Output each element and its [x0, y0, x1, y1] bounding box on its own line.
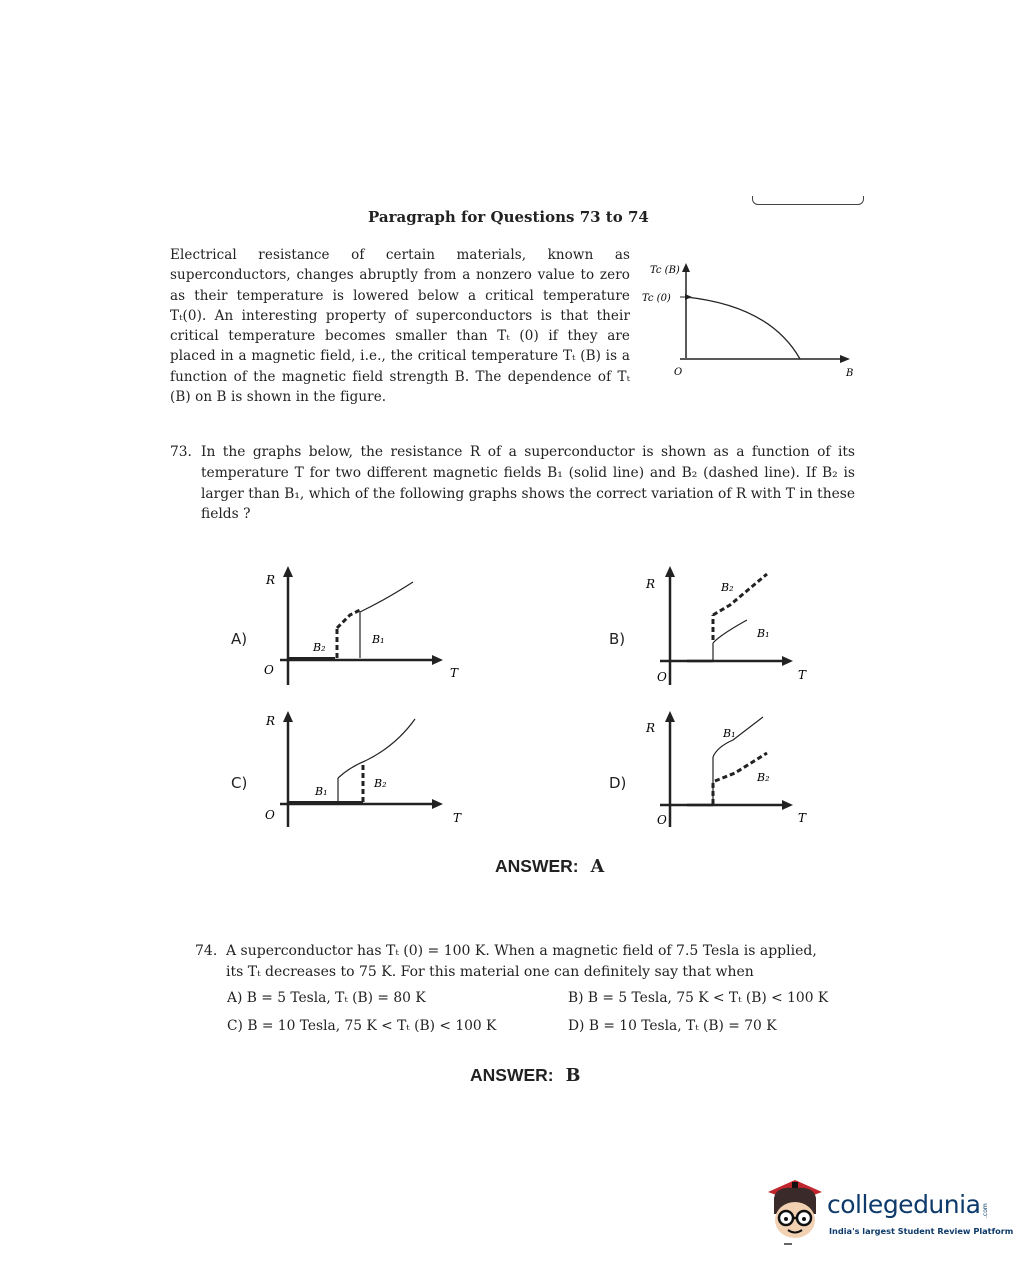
option-c: C) B = 10 Tesla, 75 K < Tₜ (B) < 100 K — [227, 1018, 497, 1034]
graph-c — [255, 705, 465, 835]
option-d: D) B = 10 Tesla, Tₜ (B) = 70 K — [568, 1018, 777, 1034]
question-74 — [195, 941, 875, 983]
graph-d-o: O — [657, 813, 667, 827]
graph-b-label: B) — [609, 630, 626, 648]
answer-value: A — [590, 857, 605, 877]
graph-b — [635, 560, 845, 690]
graph-b-b-top: B₂ — [721, 581, 734, 594]
graph-d-t: T — [798, 811, 807, 825]
graph-a-o: O — [264, 663, 274, 677]
tc-vs-b-figure — [640, 258, 865, 383]
graph-b-o: O — [657, 670, 667, 684]
graph-a-b-left: B₂ — [313, 641, 326, 654]
graph-a-t: T — [450, 666, 459, 680]
graph-a-r: R — [266, 573, 276, 587]
question-73 — [170, 442, 855, 525]
graph-d-b-bottom: B₂ — [757, 771, 770, 784]
graph-d — [635, 705, 845, 835]
fig-ylabel: Tc (B) — [650, 265, 680, 276]
brand-tagline: India's largest Student Review Platform — [829, 1226, 1014, 1236]
graph-a-b-right: B₁ — [372, 633, 385, 646]
graph-b-r: R — [646, 577, 656, 591]
fig-xlabel: B — [846, 368, 854, 379]
graph-a-label: A) — [231, 630, 248, 648]
question-number: 74. — [195, 943, 218, 959]
graph-c-b-right: B₂ — [374, 777, 387, 790]
answer-value: B — [565, 1066, 581, 1086]
graph-d-r: R — [646, 721, 656, 735]
collegedunia-mascot-icon — [764, 1176, 826, 1248]
paragraph-title: Paragraph for Questions 73 to 74 — [368, 208, 649, 226]
option-b: B) B = 5 Tesla, 75 K < Tₜ (B) < 100 K — [568, 990, 829, 1006]
question-number: 73. — [170, 444, 192, 460]
graph-c-r: R — [266, 714, 276, 728]
graph-a — [255, 560, 465, 690]
graph-d-b-top: B₁ — [723, 727, 736, 740]
graph-c-b-left: B₁ — [315, 785, 328, 798]
paragraph-text: Electrical resistance of certain materials, known as superconductors, changes abruptly from a nonzero value to zero as their temperature is lowered below a critical temperature Tₜ(0). An interesting property of superconductors is that their critical temperature becomes smaller than Tₜ (0) if they are placed in a magnetic field, i.e., the critical temperature Tₜ (B) is a function of the magnetic field strength B. The dependence of Tₜ (B) on B is shown in the figure. — [170, 247, 630, 406]
fig-origin: O — [674, 367, 683, 378]
question-text-line-2: its Tₜ decreases to 75 K. For this material one can definitely say that when — [226, 964, 754, 980]
question-text: In the graphs below, the resistance R of a superconductor is shown as a function of its temperature T for two different magnetic fields B₁ (solid line) and B₂ (dashed line). If B₂ is larger than B₁, which of the following graphs shows the correct variation of R with T in these fields ? — [201, 444, 855, 523]
graph-b-t: T — [798, 668, 807, 682]
graph-c-o: O — [265, 808, 275, 822]
answer-74 — [470, 1065, 580, 1086]
header-rule — [752, 196, 864, 205]
graph-c-label: C) — [231, 774, 248, 792]
brand-dotcom: .com — [982, 1203, 989, 1218]
answer-73 — [495, 856, 604, 877]
answer-label: ANSWER: — [495, 856, 579, 876]
answer-label: ANSWER: — [470, 1065, 554, 1085]
fig-tick-tc0: Tc (0) — [642, 293, 671, 304]
graph-c-t: T — [453, 811, 462, 825]
question-text-line-1: A superconductor has Tₜ (0) = 100 K. When a magnetic field of 7.5 Tesla is applied, — [226, 943, 817, 959]
brand-name: collegedunia — [827, 1190, 981, 1219]
graph-d-label: D) — [609, 774, 627, 792]
option-a: A) B = 5 Tesla, Tₜ (B) = 80 K — [227, 990, 426, 1006]
graph-b-b-bottom: B₁ — [757, 627, 770, 640]
